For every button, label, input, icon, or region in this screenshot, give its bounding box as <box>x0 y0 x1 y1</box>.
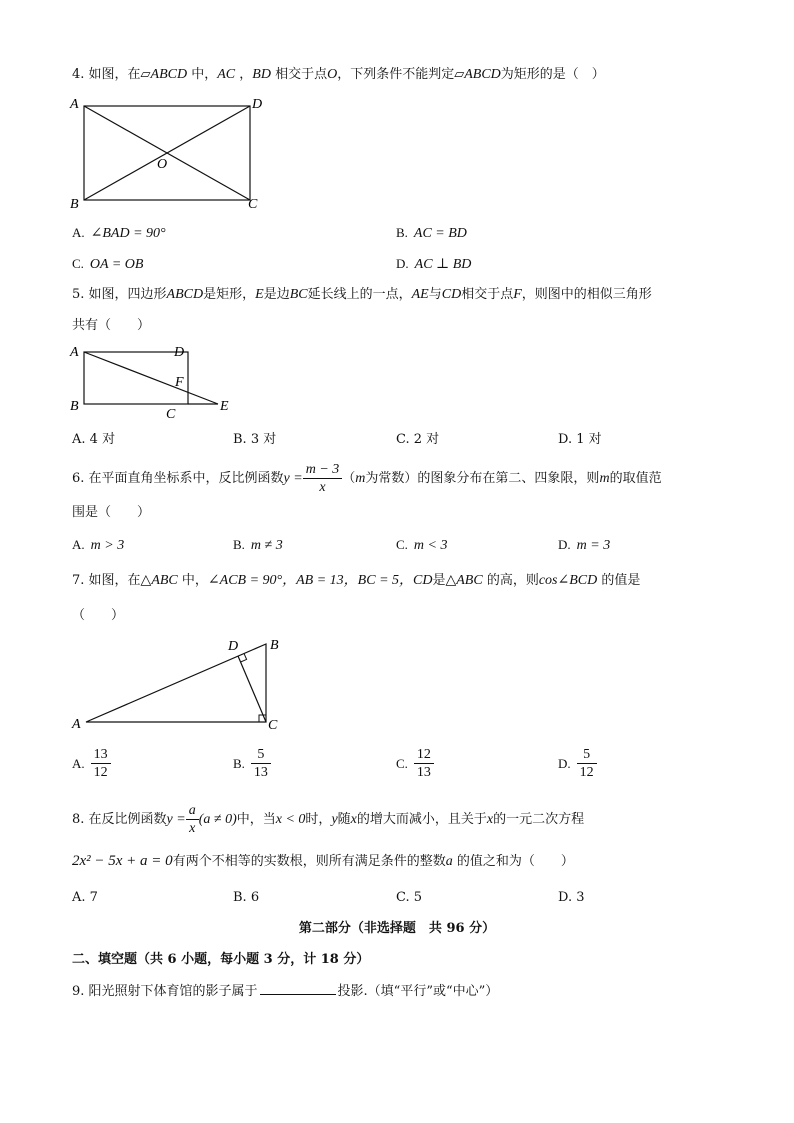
option-letter: B. <box>233 890 247 905</box>
q6-m: m <box>599 471 610 486</box>
q8-x: x <box>350 812 357 827</box>
q6-m: m <box>355 471 366 486</box>
q6-fraction <box>303 461 343 496</box>
q6-text: 6. 在平面直角坐标系中，反比例函数 <box>72 471 284 486</box>
q7-text: 是 <box>432 573 446 588</box>
option-letter: B. <box>396 225 408 240</box>
q4-text: 相交于点 <box>270 67 328 82</box>
q5-line-ae <box>84 352 218 404</box>
q5-option-b[interactable] <box>233 431 276 449</box>
q6-option-d[interactable] <box>558 536 610 555</box>
q4-figure <box>66 92 276 217</box>
q4-option-d[interactable] <box>396 255 471 274</box>
q5-stem-line2: 共有（ ） <box>72 318 151 333</box>
q8-fraction <box>186 802 199 837</box>
option-letter: A. <box>72 432 86 447</box>
option-text: OA = OB <box>89 257 144 272</box>
option-text: m ≠ 3 <box>250 538 283 553</box>
q8-option-d[interactable] <box>558 889 585 907</box>
parallelogram-symbol: ▱ <box>454 67 465 82</box>
q7-option-b[interactable] <box>233 746 271 781</box>
q4-abcd: ABCD <box>464 67 501 82</box>
option-fraction <box>577 746 597 781</box>
label-c: C <box>166 407 176 422</box>
q5-rectangle <box>84 352 188 404</box>
option-text: 2 对 <box>413 432 440 447</box>
q7-altitude-cd <box>238 656 266 722</box>
q6-option-c[interactable] <box>396 536 447 555</box>
q8-a: a <box>445 854 453 869</box>
q5-text: 与 <box>428 287 442 302</box>
q5-text: 5. 如图，四边形 <box>72 287 167 302</box>
q8-text: 8. 在反比例函数 <box>72 812 167 827</box>
option-letter: A. <box>72 225 85 240</box>
q4-text: 中， <box>187 67 218 82</box>
q8-condition: (a ≠ 0) <box>198 812 237 827</box>
option-text: m < 3 <box>413 538 448 553</box>
option-text: 4 对 <box>89 432 116 447</box>
q5-text: 是矩形， <box>203 287 256 302</box>
q8-text: 随 <box>337 812 351 827</box>
q4-ac: AC <box>217 67 236 82</box>
fraction-numerator: 12 <box>414 746 434 764</box>
q5-figure <box>66 340 246 422</box>
option-text: m > 3 <box>90 538 125 553</box>
option-fraction <box>91 746 111 781</box>
q4-bd: BD <box>252 67 271 82</box>
q5-ae: AE <box>411 287 429 302</box>
option-letter: C. <box>396 537 408 552</box>
q8-option-b[interactable] <box>233 889 259 907</box>
option-text: ∠BAD = 90° <box>90 226 166 241</box>
option-text: m = 3 <box>576 538 611 553</box>
q7-triangle-abc <box>86 644 266 722</box>
option-text: AC = BD <box>413 226 467 241</box>
label-a: A <box>70 345 79 360</box>
option-text: 3 对 <box>250 432 277 447</box>
q5-option-c[interactable] <box>396 431 439 449</box>
fraction-numerator: 5 <box>577 746 597 764</box>
q5-stem-line1 <box>72 286 652 304</box>
q6-y-equals: y = <box>283 471 303 486</box>
q6-text: 的取值范 <box>609 471 662 486</box>
option-letter: B. <box>233 432 247 447</box>
q8-text: 的一元二次方程 <box>493 812 585 827</box>
q8-equation: 2x² − 5x + a = 0 <box>72 853 173 869</box>
option-text: 7 <box>89 890 98 905</box>
q7-stem-line2: （ ） <box>72 608 125 623</box>
option-letter: A. <box>72 537 85 552</box>
q5-text: 相交于点 <box>461 287 514 302</box>
q7-text: 7. 如图，在 <box>72 573 141 588</box>
q8-text: 中，当 <box>236 812 276 827</box>
label-b: B <box>270 638 279 653</box>
option-text: 5 <box>413 890 423 905</box>
q8-option-c[interactable] <box>396 889 422 907</box>
fraction-numerator: 5 <box>251 746 271 764</box>
label-b: B <box>70 399 79 414</box>
q5-cd: CD <box>441 287 462 302</box>
q4-text: ， <box>235 67 253 82</box>
option-letter: C. <box>72 256 84 271</box>
q5-option-d[interactable] <box>558 431 602 449</box>
section-title-fill-in: 二、填空题（共 6 小题，每小题 3 分，计 18 分） <box>72 952 370 967</box>
fraction-numerator: 13 <box>91 746 111 764</box>
q4-o: O <box>327 67 338 82</box>
fraction-denominator: 12 <box>93 765 108 780</box>
fraction-denominator: 13 <box>253 765 268 780</box>
q4-text: 为矩形的是（ ） <box>500 67 605 82</box>
option-fraction <box>251 746 271 781</box>
q7-text: 中， <box>177 573 208 588</box>
q6-stem-line1 <box>72 461 662 497</box>
parallelogram-symbol: ▱ <box>140 67 151 82</box>
label-c: C <box>268 718 278 733</box>
option-text: 1 对 <box>576 432 602 447</box>
q5-text: 延长线上的一点， <box>307 287 412 302</box>
q5-abcd: ABCD <box>166 287 204 302</box>
q7-figure <box>68 632 290 736</box>
q9-text: 9. 阳光照射下体育馆的影子属于 <box>72 984 258 999</box>
option-letter: A. <box>72 890 86 905</box>
label-d: D <box>252 97 263 112</box>
q7-triangle: △ABC <box>445 573 483 588</box>
fraction-numerator: m − 3 <box>303 461 343 479</box>
option-letter: D. <box>558 432 573 447</box>
fraction-denominator: x <box>319 480 326 495</box>
q8-text: 的增大而减小，且关于 <box>356 812 487 827</box>
option-letter: D. <box>558 537 571 552</box>
q7-stem-line1 <box>72 572 640 590</box>
q8-x: x <box>486 812 494 827</box>
q5-option-a[interactable] <box>72 431 115 449</box>
q8-y: y <box>331 812 338 827</box>
q7-text: 的高，则 <box>482 573 539 588</box>
label-e: E <box>220 399 229 414</box>
label-b: B <box>70 197 79 212</box>
option-letter: C. <box>396 432 410 447</box>
option-letter: C. <box>396 890 410 905</box>
q4-option-b[interactable] <box>396 224 467 243</box>
q8-stem-line2 <box>72 852 574 871</box>
q4-text: 4. 如图，在 <box>72 67 141 82</box>
part2-title: 第二部分（非选择题 共 96 分） <box>298 921 496 936</box>
q7-conditions: ∠ACB = 90°，AB = 13，BC = 5，CD <box>207 573 433 588</box>
q6-text: 为常数）的图象分布在第二、四象限，则 <box>365 471 600 486</box>
q4-stem <box>72 66 605 84</box>
q7-option-a[interactable] <box>72 746 111 781</box>
q9-stem <box>72 982 498 1001</box>
label-f: F <box>175 375 184 390</box>
option-letter: B. <box>233 755 245 771</box>
q8-text: 时， <box>305 812 332 827</box>
option-letter: D. <box>396 256 409 271</box>
q5-text: 是边 <box>263 287 290 302</box>
answer-blank[interactable] <box>260 982 336 995</box>
q7-option-d[interactable] <box>558 746 597 781</box>
q8-stem-line1 <box>72 802 584 838</box>
q9-text: 投影.（填“平行”或“中心”） <box>337 984 499 999</box>
option-text: 3 <box>576 890 585 905</box>
fraction-denominator: 12 <box>579 765 594 780</box>
q6-option-a[interactable] <box>72 536 124 555</box>
fraction-denominator: x <box>189 821 196 836</box>
q5-text: ，则图中的相似三角形 <box>521 287 652 302</box>
q7-cos: cos∠BCD <box>538 573 598 588</box>
q8-x-negative: x < 0 <box>275 812 306 827</box>
label-c: C <box>248 197 258 212</box>
label-o: O <box>157 157 168 172</box>
option-letter: B. <box>233 537 245 552</box>
q4-abcd: ABCD <box>150 67 188 82</box>
q5-bc: BC <box>289 287 308 302</box>
q6-option-b[interactable] <box>233 536 283 555</box>
fraction-denominator: 13 <box>416 765 431 780</box>
label-a: A <box>70 97 79 112</box>
label-a: A <box>72 717 81 732</box>
q7-triangle: △ABC <box>140 573 178 588</box>
q6-text: （ <box>342 471 356 486</box>
option-letter: D. <box>558 890 573 905</box>
q8-y-equals: y = <box>166 812 186 827</box>
fraction-numerator: a <box>186 802 199 820</box>
option-fraction <box>414 746 434 781</box>
q7-text: 的值是 <box>597 573 641 588</box>
label-d: D <box>228 639 239 654</box>
q5-e: E <box>255 287 264 302</box>
q4-option-c[interactable] <box>72 255 143 274</box>
option-letter: C. <box>396 755 408 771</box>
option-letter: A. <box>72 755 85 771</box>
q6-stem-line2: 围是（ ） <box>72 505 151 520</box>
option-letter: D. <box>558 755 571 771</box>
q8-text: 有两个不相等的实数根，则所有满足条件的整数 <box>172 854 446 869</box>
label-d: D <box>174 345 185 360</box>
q4-text: ，下列条件不能判定 <box>337 67 455 82</box>
option-text: 6 <box>250 890 260 905</box>
q7-option-c[interactable] <box>396 746 434 781</box>
option-text: AC ⊥ BD <box>414 257 472 272</box>
q8-text: 的值之和为（ ） <box>452 854 574 869</box>
q5-f: F <box>513 287 522 302</box>
q8-option-a[interactable] <box>72 889 98 907</box>
q4-option-a[interactable] <box>72 224 166 243</box>
